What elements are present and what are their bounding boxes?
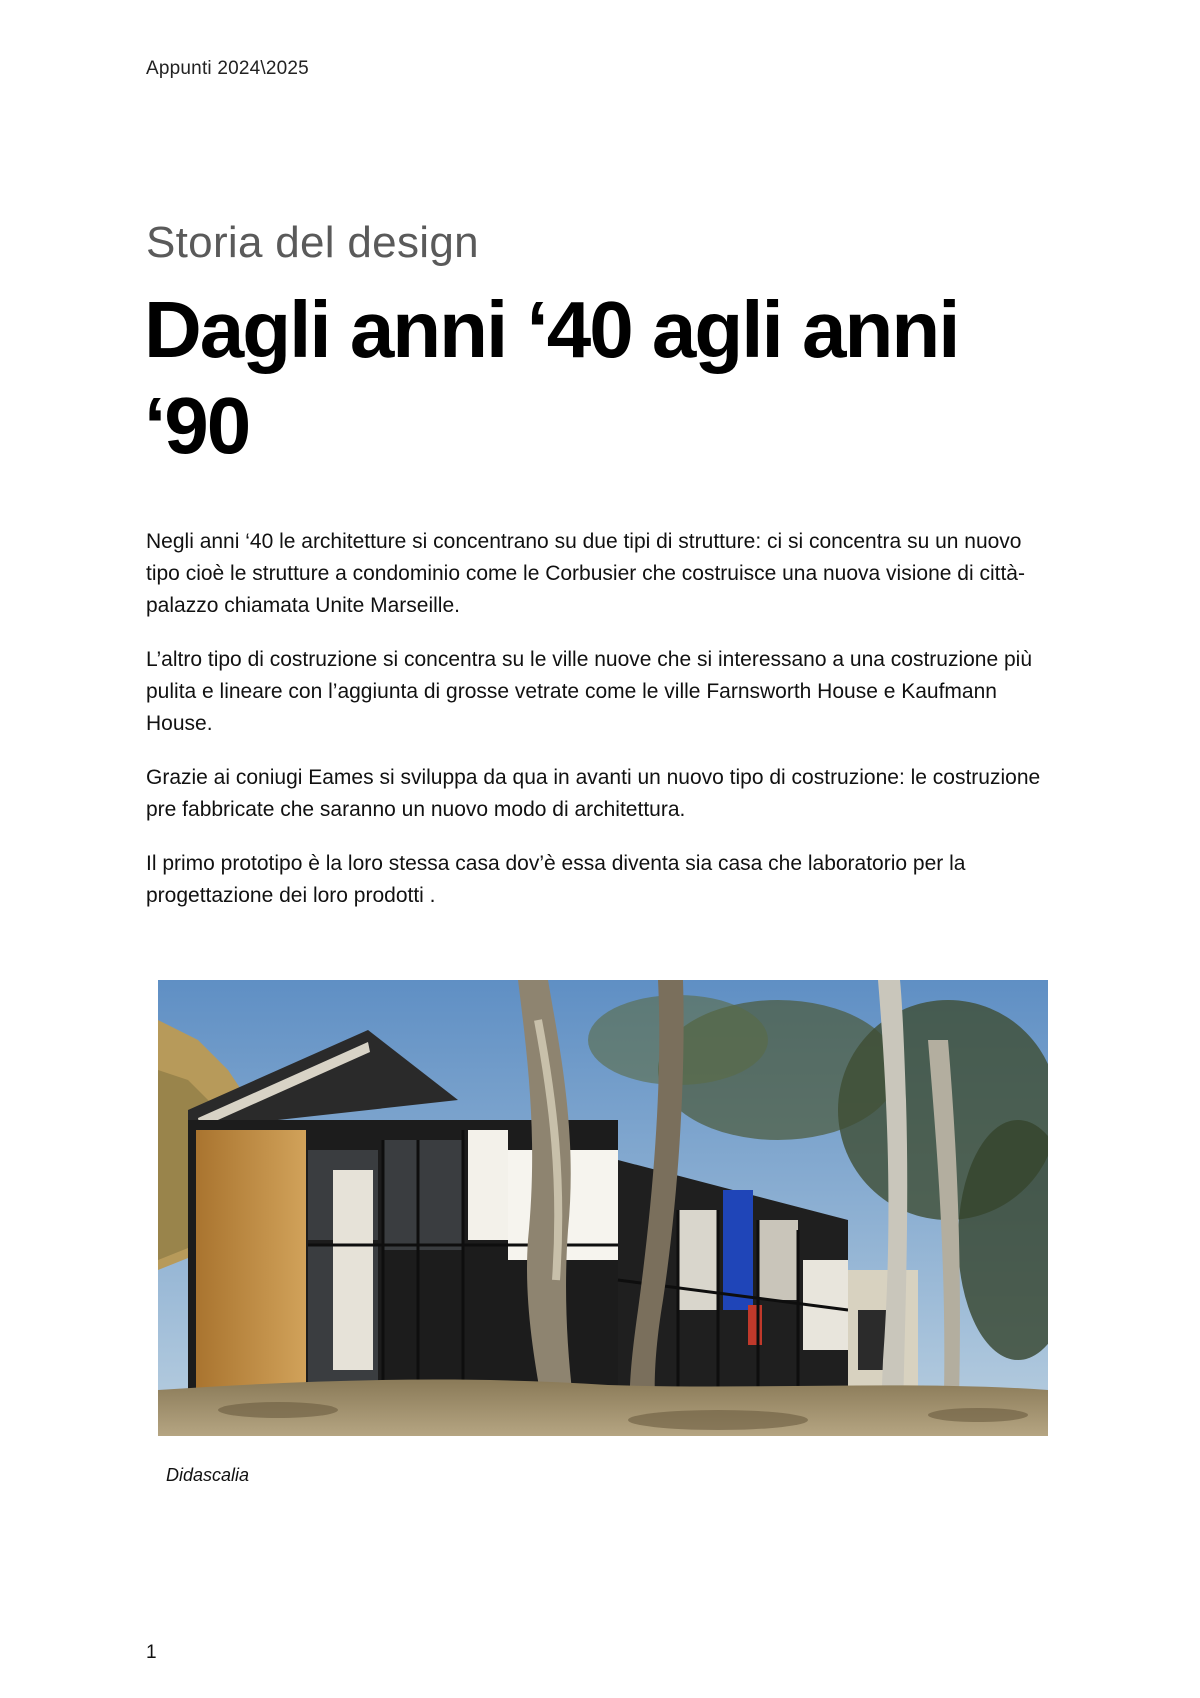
document-subtitle: Storia del design: [146, 218, 479, 267]
eames-house-photo: [158, 980, 1048, 1436]
paragraph-1: Negli anni ‘40 le architetture si concentrano su due tipi di strutture: ci si concentra su un nuovo tipo cioè le strutture a condominio come le Corbusier che costruisce una nuova visione di città-palazzo chiamata Unite Marseille.: [146, 530, 1025, 617]
paragraph-2: L’altro tipo di costruzione si concentra su le ville nuove che si interessano a una costruzione più pulita e lineare con l’aggiunta di grosse vetrate come le ville Farnsworth House e Kaufmann House.: [146, 648, 1033, 735]
paragraph-4: Il primo prototipo è la loro stessa casa dov’è essa diventa sia casa che laboratorio per la progettazione dei loro prodotti .: [146, 852, 966, 907]
body-text: [146, 526, 1056, 934]
header-note: Appunti 2024\2025: [146, 58, 309, 79]
paragraph-3: Grazie ai coniugi Eames si sviluppa da qua in avanti un nuovo tipo di costruzione: le costruzione pre fabbricate che saranno un nuovo modo di architettura.: [146, 766, 1041, 821]
figure-caption: Didascalia: [166, 1465, 250, 1485]
document-title: Dagli anni ‘40 agli anni ‘90: [144, 285, 959, 470]
page-number: 1: [146, 1642, 157, 1663]
